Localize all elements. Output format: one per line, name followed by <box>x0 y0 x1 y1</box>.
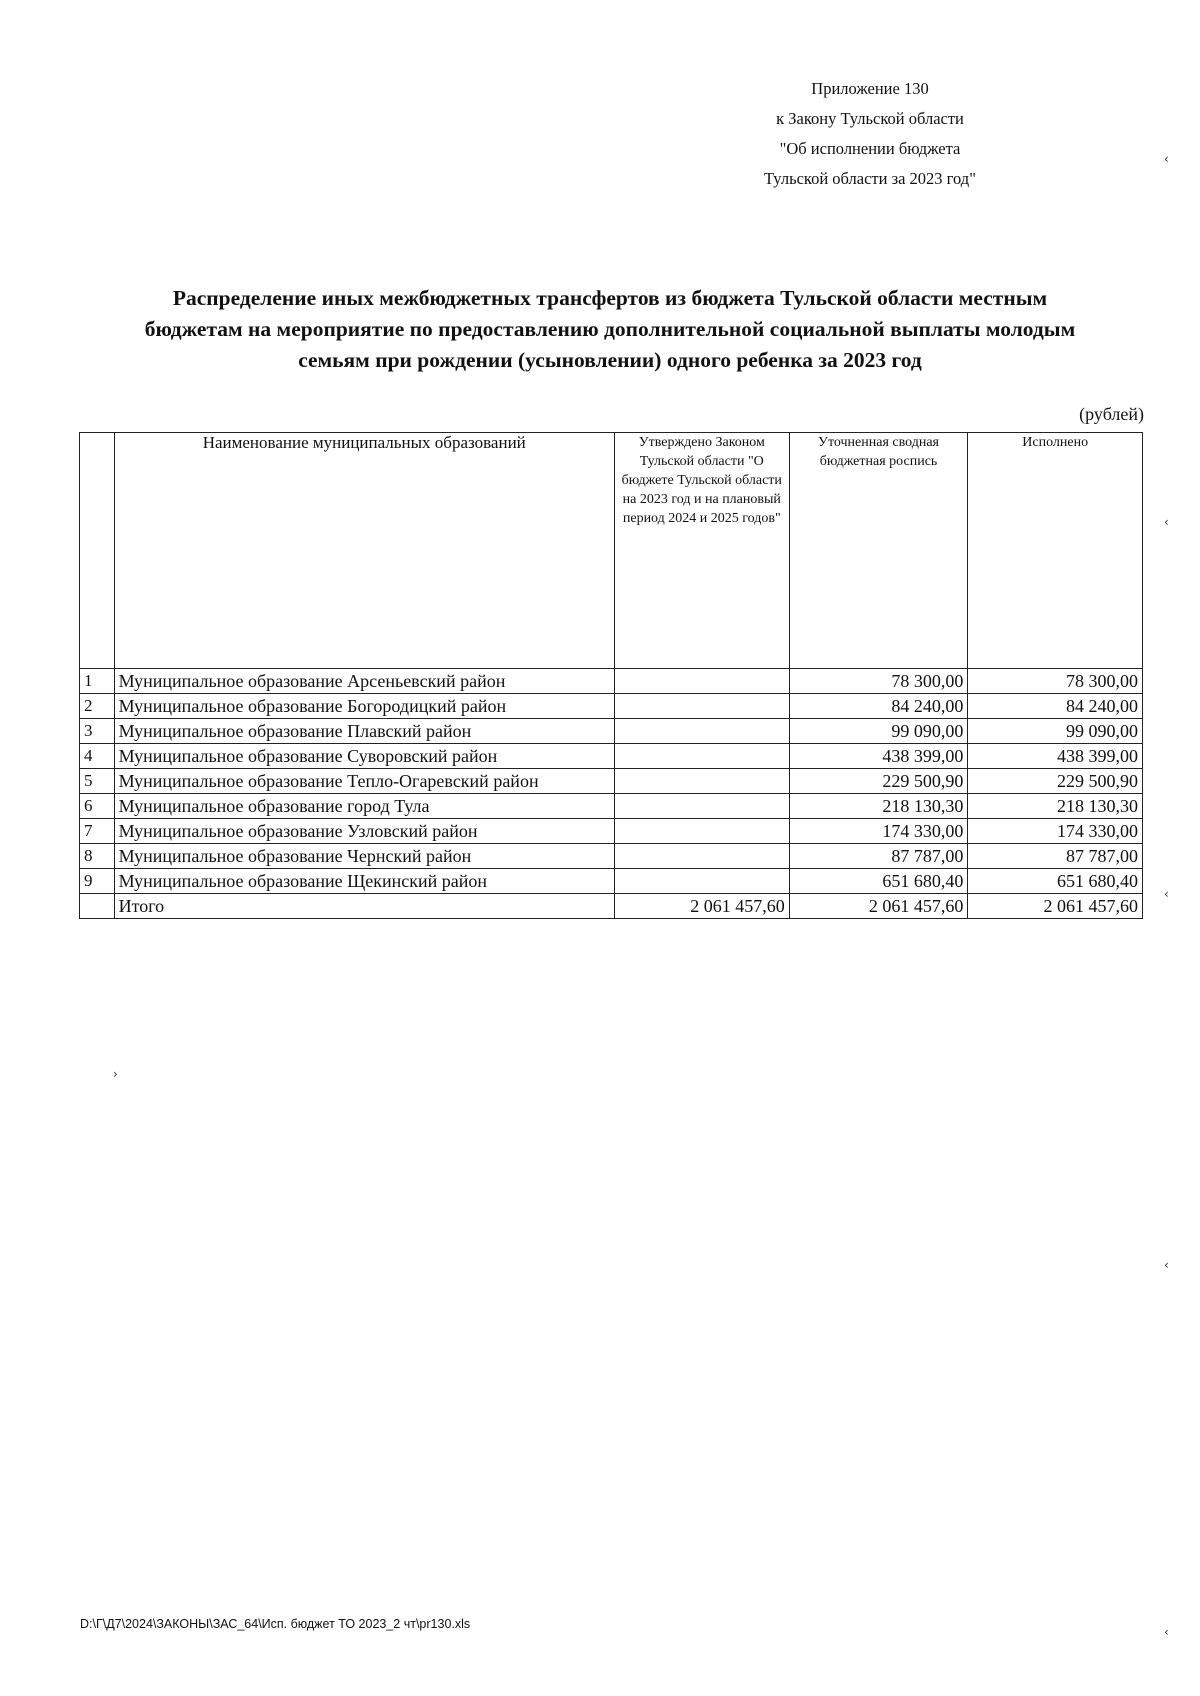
municipality-name: Муниципальное образование Щекинский район <box>114 869 614 894</box>
transfers-table <box>79 432 1143 919</box>
header-name: Наименование муниципальных образований <box>114 433 614 669</box>
row-number: 5 <box>80 769 115 794</box>
header-number <box>80 433 115 669</box>
municipality-name: Муниципальное образование Тепло-Огаревский район <box>114 769 614 794</box>
units-label: (рублей) <box>1079 404 1144 424</box>
table-row <box>80 819 1143 844</box>
municipality-name: Муниципальное образование город Тула <box>114 794 614 819</box>
margin-mark-icon: › <box>113 1067 118 1081</box>
margin-mark-icon: ‹ <box>1164 515 1169 529</box>
approved-amount <box>614 669 789 694</box>
revised-amount: 99 090,00 <box>789 719 968 744</box>
row-number: 1 <box>80 669 115 694</box>
table-row <box>80 669 1143 694</box>
executed-amount: 651 680,40 <box>968 869 1143 894</box>
row-number: 4 <box>80 744 115 769</box>
approved-amount <box>614 719 789 744</box>
revised-amount: 84 240,00 <box>789 694 968 719</box>
table-row <box>80 744 1143 769</box>
municipality-name: Муниципальное образование Суворовский район <box>114 744 614 769</box>
municipality-name: Муниципальное образование Узловский район <box>114 819 614 844</box>
revised-amount: 2 061 457,60 <box>789 894 968 919</box>
row-number <box>80 894 115 919</box>
municipality-name: Муниципальное образование Чернский район <box>114 844 614 869</box>
municipality-name: Муниципальное образование Плавский район <box>114 719 614 744</box>
executed-amount: 78 300,00 <box>968 669 1143 694</box>
table-body <box>80 669 1143 919</box>
approved-amount <box>614 794 789 819</box>
table-row <box>80 869 1143 894</box>
revised-amount: 218 130,30 <box>789 794 968 819</box>
margin-mark-icon: ‹ <box>1164 152 1169 166</box>
table-row <box>80 769 1143 794</box>
municipality-name: Итого <box>114 894 614 919</box>
executed-amount: 84 240,00 <box>968 694 1143 719</box>
executed-amount: 87 787,00 <box>968 844 1143 869</box>
header-revised: Уточненная сводная бюджетная роспись <box>789 433 968 669</box>
executed-amount: 174 330,00 <box>968 819 1143 844</box>
margin-mark-icon: ‹ <box>1164 1625 1169 1639</box>
approved-amount: 2 061 457,60 <box>614 894 789 919</box>
approved-amount <box>614 819 789 844</box>
table-row <box>80 719 1143 744</box>
title-line-2: бюджетам на мероприятие по предоставлению дополнительной социальной выплаты молодым <box>144 317 1076 341</box>
appendix-line-1: Приложение 130 <box>811 79 929 98</box>
row-number: 8 <box>80 844 115 869</box>
municipality-name: Муниципальное образование Богородицкий район <box>114 694 614 719</box>
title-line-1: Распределение иных межбюджетных трансфертов из бюджета Тульской области местным <box>172 286 1048 310</box>
table-header-row <box>80 433 1143 669</box>
approved-amount <box>614 844 789 869</box>
revised-amount: 78 300,00 <box>789 669 968 694</box>
municipality-name: Муниципальное образование Арсеньевский район <box>114 669 614 694</box>
revised-amount: 651 680,40 <box>789 869 968 894</box>
appendix-line-3: "Об исполнении бюджета <box>779 139 961 158</box>
approved-amount <box>614 769 789 794</box>
revised-amount: 174 330,00 <box>789 819 968 844</box>
row-number: 3 <box>80 719 115 744</box>
revised-amount: 229 500,90 <box>789 769 968 794</box>
executed-amount: 2 061 457,60 <box>968 894 1143 919</box>
appendix-header <box>720 74 1020 194</box>
appendix-line-2: к Закону Тульской области <box>776 109 964 128</box>
executed-amount: 99 090,00 <box>968 719 1143 744</box>
document-title <box>80 283 1140 376</box>
executed-amount: 218 130,30 <box>968 794 1143 819</box>
approved-amount <box>614 869 789 894</box>
title-line-3: семьям при рождении (усыновлении) одного ребенка за 2023 год <box>298 348 922 372</box>
approved-amount <box>614 744 789 769</box>
executed-amount: 438 399,00 <box>968 744 1143 769</box>
row-number: 9 <box>80 869 115 894</box>
header-approved: Утверждено Законом Тульской области "О бюджете Тульской области на 2023 год и на плановый период 2024 и 2025 годов" <box>614 433 789 669</box>
executed-amount: 229 500,90 <box>968 769 1143 794</box>
margin-mark-icon: ‹ <box>1164 1258 1169 1272</box>
header-executed: Исполнено <box>968 433 1143 669</box>
row-number: 6 <box>80 794 115 819</box>
table-row <box>80 694 1143 719</box>
table-total-row <box>80 894 1143 919</box>
table-row <box>80 844 1143 869</box>
appendix-line-4: Тульской области за 2023 год" <box>764 169 976 188</box>
row-number: 2 <box>80 694 115 719</box>
revised-amount: 87 787,00 <box>789 844 968 869</box>
margin-mark-icon: ‹ <box>1164 887 1169 901</box>
file-path: D:\Г\Д7\2024\ЗАКОНЫ\ЗАС_64\Исп. бюджет ТО 2023_2 чт\pr130.xls <box>80 1617 471 1631</box>
row-number: 7 <box>80 819 115 844</box>
revised-amount: 438 399,00 <box>789 744 968 769</box>
approved-amount <box>614 694 789 719</box>
table-row <box>80 794 1143 819</box>
